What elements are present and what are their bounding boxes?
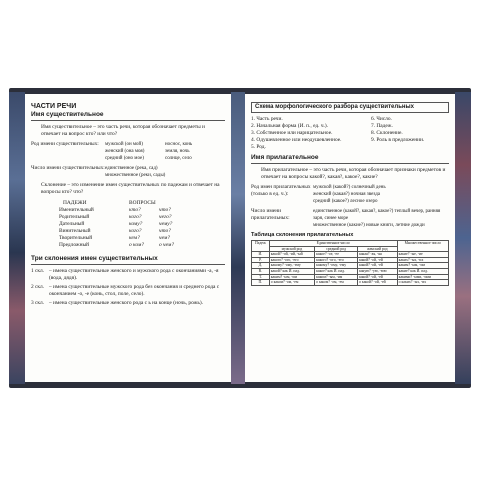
gender-block: [31, 141, 225, 162]
table-cell: какой? как И. пад.: [269, 268, 314, 274]
case-name: Творительный: [59, 235, 93, 241]
gender-examples: носнос, конь земля, ночь солнце, село: [165, 142, 193, 161]
case-name: Предложный: [59, 242, 90, 248]
morph-scheme-list: [251, 116, 449, 151]
scheme-item: 4. Одушевленное или неодушевленное.: [251, 137, 342, 143]
table-cell: какие? как И. пад.: [397, 268, 448, 274]
number-label: Число имени существительных:: [31, 165, 105, 171]
scheme-item: 9. Роль в предложении.: [371, 137, 425, 143]
table-header: Множественное число: [397, 241, 448, 252]
table-cell: какого? -ого, -его: [269, 257, 314, 263]
scheme-item: 2. Начальная форма (И. п., ед. ч.).: [251, 123, 329, 129]
table-cell: П.: [252, 280, 270, 286]
adjective-definition: Имя прилагательное – это часть речи, которая обозначает признаки предметов и отвечает на вопросы какой?, какая?, какое?, какие?: [261, 167, 446, 180]
right-endpaper-page: [245, 94, 455, 382]
cover-photo-spine: [231, 92, 245, 384]
case-row: [31, 242, 225, 249]
table-cell: какие? -ые, -ие: [397, 252, 448, 258]
case-q1: о ком?: [129, 242, 144, 248]
scheme-item: 1. Часть речи.: [251, 116, 283, 122]
cover-photo-left: [9, 92, 25, 384]
case-q1: кому?: [129, 221, 143, 227]
scheme-item: 8. Склонение.: [371, 130, 403, 136]
adj-gender-values: мужской (какой?) солнечный день женский (какая?) ночная звезда средний (какое?) лесное озеро: [313, 185, 386, 204]
adj-gender-label: Род имен прилагательных (только в ед. ч.):: [251, 184, 311, 197]
case-row: [31, 228, 225, 235]
case-name: Родительный: [59, 214, 90, 220]
questions-header-label: ВОПРОСЫ: [129, 200, 156, 206]
table-cell: о каком? -ом, -ем: [269, 280, 314, 286]
table-header: Падеж: [252, 241, 270, 252]
table-cell: какой? -ой, -ий, -ый: [269, 252, 314, 258]
table-row: [252, 280, 449, 286]
cases-header-label: ПАДЕЖИ: [63, 200, 87, 206]
left-endpaper-page: [25, 94, 231, 382]
declension-key: 3 скл.: [31, 300, 45, 306]
table-cell: Р.: [252, 257, 270, 263]
case-row: [31, 235, 225, 242]
table-cell: Д.: [252, 263, 270, 269]
case-name: Именительный: [59, 207, 94, 213]
adjective-title: Имя прилагательное: [251, 154, 449, 164]
scheme-item: 7. Падеж.: [371, 123, 393, 129]
case-q2: что?: [159, 228, 171, 234]
number-block: [31, 165, 225, 179]
table-cell: какой? -ой, -ей: [358, 257, 398, 263]
table-cell: какую? -ую, -юю: [358, 268, 398, 274]
gender-label: Род имени существительных:: [31, 141, 99, 147]
declension-key: 2 скл.: [31, 284, 45, 290]
adj-table-title: Таблица склонения прилагательных: [251, 232, 354, 238]
adj-number-block: [251, 208, 449, 229]
adj-gender-block: [251, 184, 449, 205]
table-subheader: мужской род: [269, 246, 314, 252]
cover-photo-right: [455, 92, 471, 384]
case-name: Винительный: [59, 228, 91, 234]
table-cell: какой? -ой, -ей: [358, 263, 398, 269]
declension-item: [31, 268, 225, 282]
declension-text: – имена существительные женского рода с ь на конце (ночь, рожь).: [49, 300, 203, 306]
adj-number-values: единственное (какой?, какая?, какое?) теплый вечер, ранняя заря, синее море множественное (какие?) новые книги, летние дожди: [313, 209, 441, 228]
declension-key: 1 скл.: [31, 268, 45, 274]
table-cell: каким? -ым, -им: [315, 274, 358, 280]
table-cell: В.: [252, 268, 270, 274]
case-q2: чему?: [159, 221, 173, 227]
table-cell: какому? -ому, -ему: [269, 263, 314, 269]
cases-table: [31, 200, 225, 249]
number-values: единственное (река, сад) множественное (реки, сады): [105, 166, 166, 178]
morph-scheme-title: Схема морфологического разбора существительных: [251, 102, 449, 113]
table-cell: какая? -ая, -яя: [358, 252, 398, 258]
cases-header: [31, 200, 225, 207]
case-row: [31, 214, 225, 221]
adj-declension-table: [251, 240, 449, 286]
declension-text: – имена существительные женского и мужского рода с окончаниями -а, -я (вода, дядя).: [49, 268, 219, 281]
scheme-item: 3. Собственное или нарицательное.: [251, 130, 333, 136]
table-cell: каким? -ым, -им: [269, 274, 314, 280]
noun-definition: Имя существительное – это часть речи, которая обозначает предметы и отвечает на вопрос кто? или что?: [41, 124, 205, 137]
table-cell: о какой? -ой, -ей: [358, 280, 398, 286]
table-cell: Т.: [252, 274, 270, 280]
table-cell: какому? -ому, -ему: [315, 263, 358, 269]
case-row: [31, 221, 225, 228]
section-title: ЧАСТИ РЕЧИ: [31, 103, 77, 110]
table-cell: И.: [252, 252, 270, 258]
case-q2: чем?: [159, 235, 170, 241]
declension-definition: Склонение – это изменение имен существительных по падежам и отвечает на вопросы кто? что?: [41, 182, 220, 195]
table-cell: какого? -ого, -его: [315, 257, 358, 263]
table-cell: какими? -ыми, -ими: [397, 274, 448, 280]
table-cell: какой? -ой, -ей: [358, 274, 398, 280]
case-row: [31, 207, 225, 214]
case-q2: о чем?: [159, 242, 175, 248]
table-header: Единственное число: [269, 241, 397, 247]
table-cell: какое? -ое, -ее: [315, 252, 358, 258]
case-q1: кто?: [129, 207, 141, 213]
table-cell: о каком? -ом, -ем: [315, 280, 358, 286]
case-q1: кем?: [129, 235, 140, 241]
table-cell: какое? как И. пад.: [315, 268, 358, 274]
case-q2: что?: [159, 207, 171, 213]
case-q1: кого?: [129, 228, 142, 234]
declensions-title: Три склонения имен существительных: [31, 255, 225, 265]
table-cell: о каких? -ых, -их: [397, 280, 448, 286]
adj-number-label: Число имени прилагательных:: [251, 208, 290, 221]
declension-text: – имена существительные мужского рода без окончания и среднего рода с окончанием -о, -е (конь, стол, поле, село).: [49, 284, 220, 297]
declension-item: [31, 300, 225, 307]
scheme-item: 6. Число.: [371, 116, 392, 122]
table-subheader: средний род: [315, 246, 358, 252]
declension-item: [31, 284, 225, 298]
case-q2: чего?: [159, 214, 172, 220]
case-q1: кого?: [129, 214, 142, 220]
noun-title: Имя существительное: [31, 111, 225, 121]
table-subheader: женский род: [358, 246, 398, 252]
scheme-item: 5. Род.: [251, 144, 266, 150]
case-name: Дательный: [59, 221, 85, 227]
table-cell: каким? -ым, -им: [397, 263, 448, 269]
table-cell: каких? -ых, -их: [397, 257, 448, 263]
gender-values: мужской (он мой) женский (она моя) средний (оно мое): [105, 142, 145, 161]
